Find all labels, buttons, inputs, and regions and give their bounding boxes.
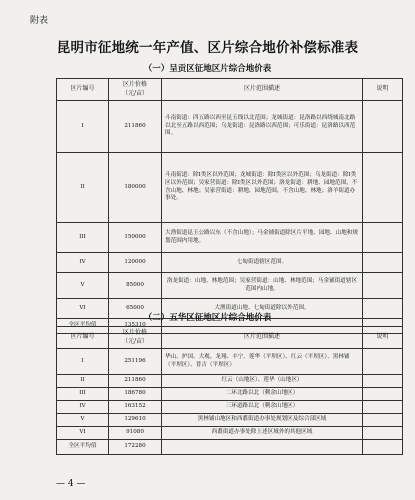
main-title: 昆明市征地统一年产值、区片综合地价补偿标准表 xyxy=(56,40,359,56)
zone-cell: V xyxy=(57,414,109,427)
price-cell: 85000 xyxy=(109,273,162,299)
price-cell: 211860 xyxy=(109,375,162,388)
table-row xyxy=(57,253,403,273)
zone-cell: VI xyxy=(57,299,109,319)
note-cell xyxy=(363,414,403,427)
zone-cell: II xyxy=(57,153,109,223)
header-price-line2: （元/亩） xyxy=(121,337,149,345)
note-cell xyxy=(363,427,403,440)
header-price-line2: （元/亩） xyxy=(121,89,149,97)
desc-cell: 三环道路以北（剩余山地区） xyxy=(162,401,363,414)
zone-cell: I xyxy=(57,101,109,153)
desc-cell: 二环北路以北（剩余山地区） xyxy=(162,388,363,401)
header-zone-no: 区片编号 xyxy=(57,79,109,101)
desc-cell: 七甸街道辖区范围。 xyxy=(162,253,363,273)
header-price-line1: 区片价格 xyxy=(122,329,147,337)
table-header-row xyxy=(57,327,403,349)
table-row xyxy=(57,427,403,440)
average-value: 172280 xyxy=(109,440,162,455)
desc-cell: 大渔街道昆玉公路以东（不含山地）；马金铺街道除区片平地、园地、山地和规划范围内用地。 xyxy=(162,223,363,253)
desc-cell: 大渔街道山地、七甸街道除以外范围。 xyxy=(162,299,363,319)
desc-cell: 西翥街道办事处除上述区域外的其他区域 xyxy=(162,427,363,440)
note-cell xyxy=(363,153,403,223)
appendix-label: 附表 xyxy=(30,16,49,26)
zone-cell: III xyxy=(57,223,109,253)
price-cell: 129610 xyxy=(109,414,162,427)
header-price xyxy=(109,327,162,349)
desc-cell: 斗南街道：除I类区以外范围；龙城街道：除I类区以外范围；乌龙街道：除I类区以外范围；吴家营街道：除I类区以外范围；洛龙街道：耕地、园地范围，不含山地、林地；吴家营街道：耕地、园地范围，不含山地、林地；洛羊街道办事处。 xyxy=(162,153,363,223)
zone-cell: IV xyxy=(57,253,109,273)
note-cell xyxy=(363,253,403,273)
zone-cell: IV xyxy=(57,401,109,414)
table-row xyxy=(57,273,403,299)
note-cell xyxy=(363,375,403,388)
zone-cell: I xyxy=(57,349,109,375)
zone-cell: III xyxy=(57,388,109,401)
price-cell: 180000 xyxy=(109,153,162,223)
average-value: 135310 xyxy=(109,319,162,334)
table-row xyxy=(57,349,403,375)
zone-cell: VI xyxy=(57,427,109,440)
note-cell xyxy=(363,101,403,153)
table-row xyxy=(57,401,403,414)
price-cell: 150000 xyxy=(109,223,162,253)
header-note: 说明 xyxy=(363,79,403,101)
section2-title: （二）五华区征地区片综合地价表 xyxy=(143,313,272,323)
average-label: 全区平均值 xyxy=(57,440,109,455)
price-cell: 91080 xyxy=(109,427,162,440)
page-number: — 4 — xyxy=(56,479,86,489)
section2-table xyxy=(56,326,403,455)
desc-cell: 洛龙街道：山地、林地范围；吴家营街道：山地、林地范围；马金铺街道辖区范围内山地。 xyxy=(162,273,363,299)
zone-cell: II xyxy=(57,375,109,388)
header-price xyxy=(109,79,162,101)
table-row xyxy=(57,388,403,401)
price-cell: 186780 xyxy=(109,388,162,401)
table-row xyxy=(57,375,403,388)
header-desc: 区片范围描述 xyxy=(162,327,363,349)
price-cell: 120000 xyxy=(109,253,162,273)
table-row xyxy=(57,414,403,427)
average-note xyxy=(363,440,403,455)
header-price-line1: 区片价格 xyxy=(122,81,147,89)
header-zone-no: 区片编号 xyxy=(57,327,109,349)
note-cell xyxy=(363,349,403,375)
price-cell: 65000 xyxy=(109,299,162,319)
table-header-row xyxy=(57,79,403,101)
price-cell: 251196 xyxy=(109,349,162,375)
table-row xyxy=(57,223,403,253)
table-row xyxy=(57,153,403,223)
note-cell xyxy=(363,401,403,414)
header-desc: 区片范围描述 xyxy=(162,79,363,101)
zone-cell: V xyxy=(57,273,109,299)
header-note: 说明 xyxy=(363,327,403,349)
section1-table xyxy=(56,78,403,334)
note-cell xyxy=(363,273,403,299)
table-row xyxy=(57,101,403,153)
section1-title: （一）呈贡区征地区片综合地价表 xyxy=(143,64,272,74)
note-cell xyxy=(363,388,403,401)
desc-cell: 黑林铺山地区和西翥街道办事处规划区及综合部区域 xyxy=(162,414,363,427)
price-cell: 163152 xyxy=(109,401,162,414)
average-label: 全区平均值 xyxy=(57,319,109,334)
note-cell xyxy=(363,223,403,253)
desc-cell: 红云（山地区）、莲华（山地区） xyxy=(162,375,363,388)
price-cell: 211860 xyxy=(109,101,162,153)
desc-cell: 斗南街道：四五路以西至昆玉线以北范围；龙城街道：昆洛路以西绕城南北路以北至五路以西范围；乌龙街道：昆洛路以西范围；可乐街道：昆洛路以西范围。 xyxy=(162,101,363,153)
average-desc xyxy=(162,440,363,455)
desc-cell: 华山、护国、大观、龙翔、丰宁、莲华（平坝区）、红云（平坝区）、黑林铺（平坝区）、普吉（平坝区） xyxy=(162,349,363,375)
average-row xyxy=(57,440,403,455)
